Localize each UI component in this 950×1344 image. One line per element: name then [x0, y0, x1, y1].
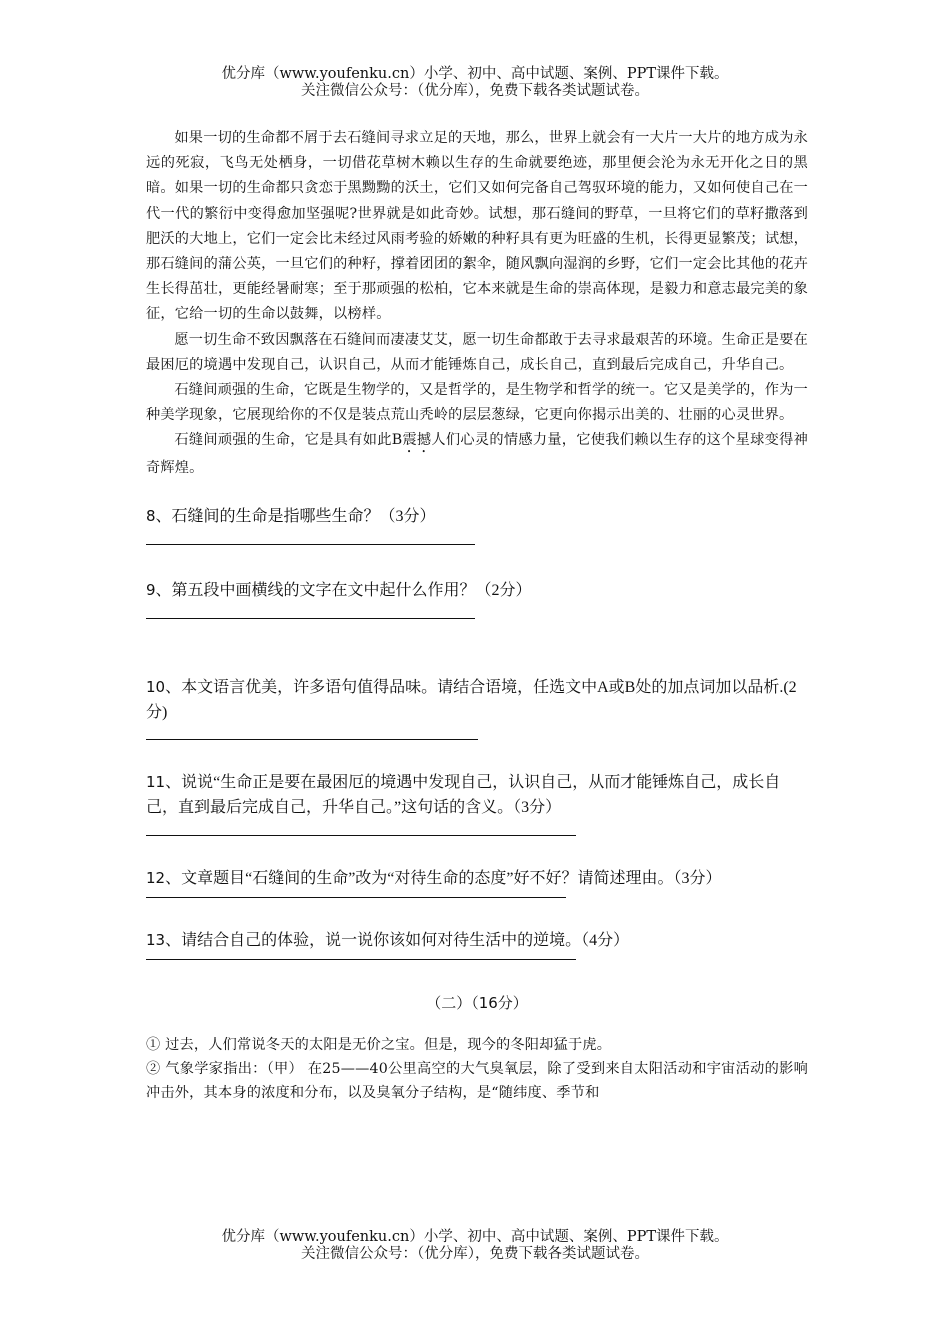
- section-2-item-1: ① 过去，人们常说冬天的太阳是无价之宝。但是，现今的冬阳却猛于虎。: [146, 1036, 612, 1053]
- p4-text-before: 石缝间顽强的生命，它是具有如此B: [174, 432, 403, 449]
- question-8: 8、石缝间的生命是指哪些生命？（3分）: [146, 506, 436, 525]
- question-11: 11、说说“生命正是要在最困厄的境遇中发现自己，认识自己，从而才能锤炼自己，成长自己，直到最后完成自己，升华自己。”这句话的含义。（3分）: [146, 772, 781, 816]
- page-header: [0, 66, 950, 100]
- p4-text-after: 人们心灵的情感力量，它使我们赖以生存的这个星球变得神奇辉煌。: [146, 432, 808, 477]
- section-2-title: （二）（16分）: [426, 993, 528, 1012]
- passage-paragraph-3: 石缝间顽强的生命，它既是生物学的，又是哲学的，是生物学和哲学的统一。它又是美学的，作为一种美学现象，它展现给你的不仅是装点荒山秃岭的层层葱绿，它更向你揭示出美的、壮丽的心灵世界。: [146, 382, 808, 424]
- question-9: 9、第五段中画横线的文字在文中起什么作用？（2分）: [146, 580, 532, 599]
- page-footer: [0, 1229, 950, 1263]
- passage-paragraph-4: [146, 428, 808, 481]
- header-line-2: 关注微信公众号：（优分库），免费下载各类试题试卷。: [301, 83, 649, 99]
- dotted-word-b: 震撼: [402, 432, 432, 449]
- section-2-item-2: ② 气象学家指出：（甲） 在25——40公里高空的大气臭氧层，除了受到来自太阳活动和宇宙活动的影响冲击外，其本身的浓度和分布，以及臭氧分子结构，是“随纬度、季节和: [146, 1060, 808, 1101]
- footer-line-1: 优分库（www.youfenku.cn）小学、初中、高中试题、案例、PPT课件下载。: [221, 1229, 729, 1245]
- document-body: [146, 126, 808, 1105]
- passage-paragraph-1: 如果一切的生命都不屑于去石缝间寻求立足的天地，那么，世界上就会有一大片一大片的地方成为永远的死寂，飞鸟无处栖身，一切借花草树木赖以生存的生命就要绝迹，那里便会沦为永无开化之日的黑暗。如果一切的生命都只贪恋于黑黝黝的沃土，它们又如何完备自己驾驭环境的能力，又如何使自己在一代一代的繁衍中变得愈加坚强呢?世界就是如此奇妙。试想，那石缝间的野草，一旦将它们的草籽撒落到肥沃的大地上，它们一定会比未经过风雨考验的娇嫩的种籽具有更为旺盛的生机，长得更显繁茂；试想，那石缝间的蒲公英，一旦它们的种籽，撑着团团的絮伞，随风飘向湿润的乡野，它们一定会比其他的花卉生长得茁壮，更能经暑耐寒；至于那顽强的松柏，它本来就是生命的崇高体现，是毅力和意志最完美的象征，它给一切的生命以鼓舞，以榜样。: [146, 130, 808, 323]
- footer-line-2: 关注微信公众号：（优分库），免费下载各类试题试卷。: [301, 1246, 649, 1262]
- question-12: 12、文章题目“石缝间的生命”改为“对待生命的态度”好不好？请简述理由。（3分）: [146, 868, 722, 887]
- header-line-1: 优分库（www.youfenku.cn）小学、初中、高中试题、案例、PPT课件下载。: [221, 66, 729, 82]
- question-10: 10、本文语言优美，许多语句值得品味。请结合语境，任选文中A或B处的加点词加以品析.(2分): [146, 677, 797, 721]
- passage-paragraph-2: 愿一切生命不致因飘落在石缝间而凄凄艾艾，愿一切生命都敢于去寻求最艰苦的环境。生命正是要在最困厄的境遇中发现自己，认识自己，从而才能锤炼自己，成长自己，直到最后完成自己，升华自己。: [146, 331, 808, 373]
- question-13: 13、请结合自己的体验，说一说你该如何对待生活中的逆境。（4分）: [146, 930, 630, 949]
